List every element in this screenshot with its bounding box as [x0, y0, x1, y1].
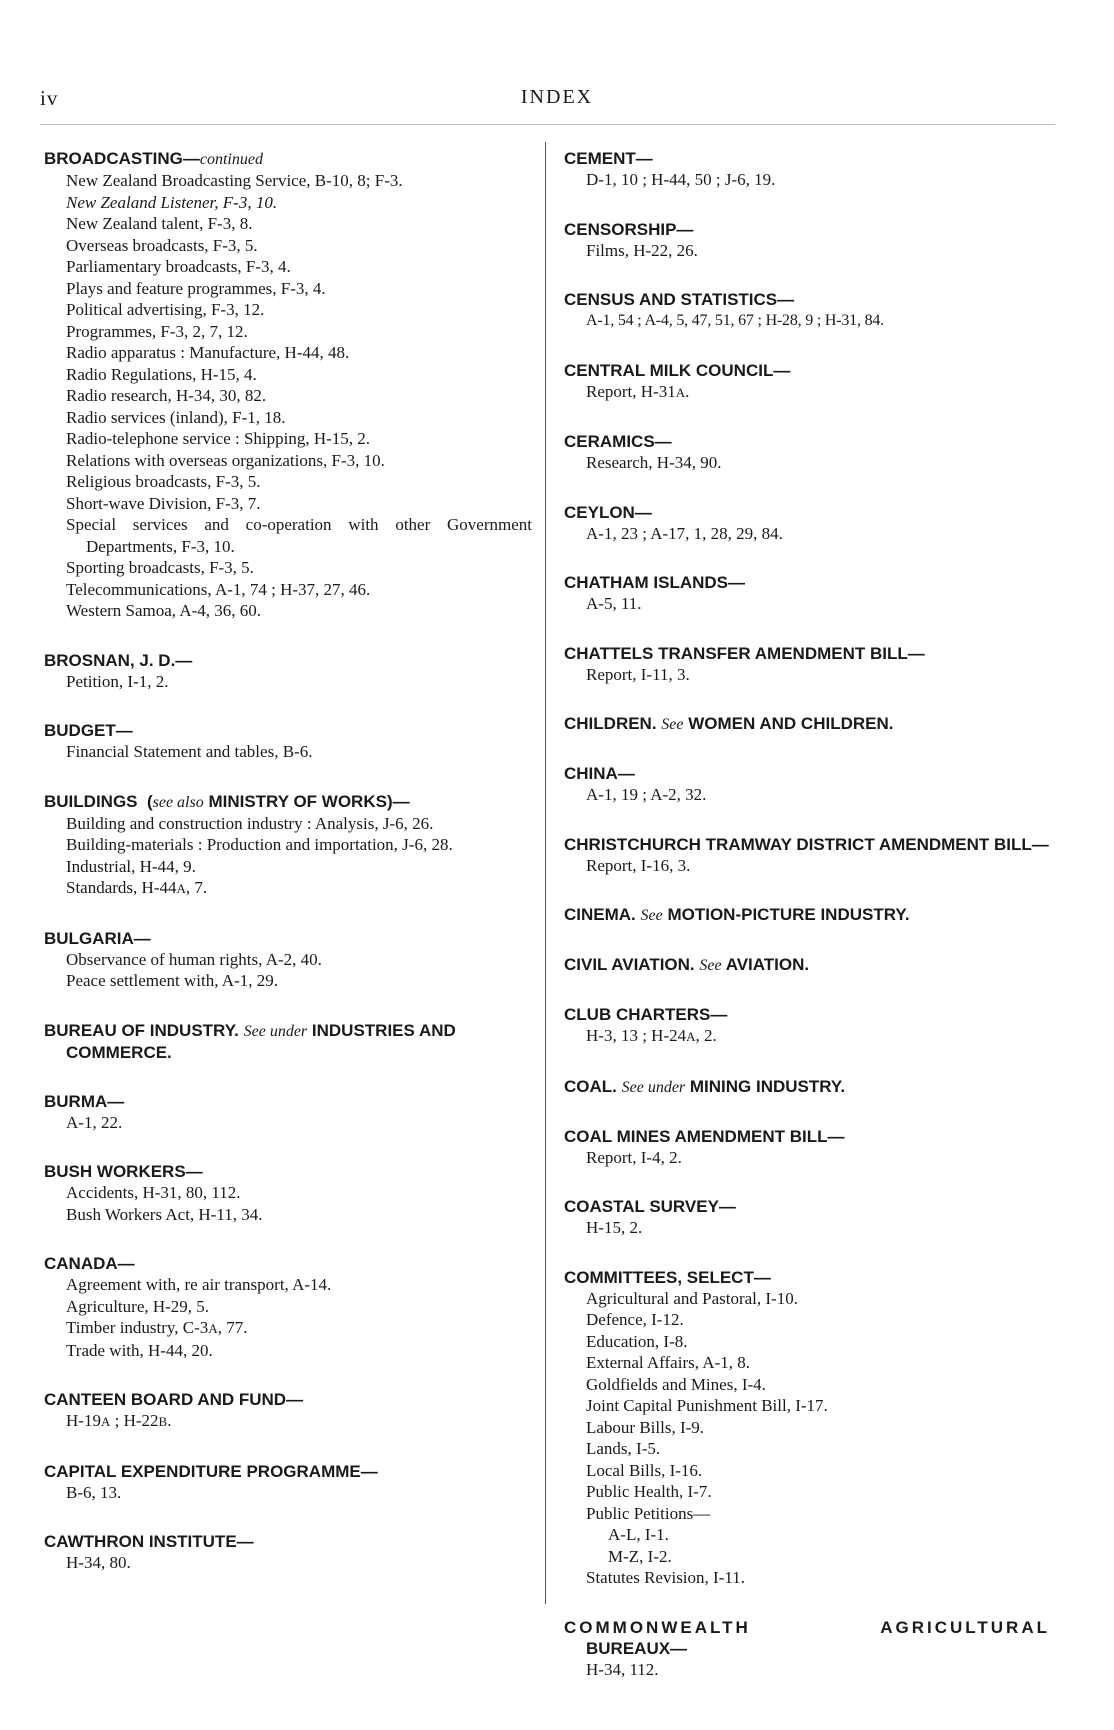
index-subentry: Local Bills, I-16.	[586, 1460, 703, 1480]
index-entry-club-charters	[564, 1004, 1050, 1048]
index-subentry: Report, I-16, 3.	[586, 855, 691, 875]
index-entry-buildings	[44, 791, 532, 900]
entry-heading-continued: BUREAUX—	[586, 1638, 688, 1658]
entry-heading: CLUB CHARTERS—	[564, 1005, 728, 1024]
entry-heading: CHRISTCHURCH TRAMWAY DISTRICT AMENDMENT BILL—	[564, 834, 1049, 854]
index-subentry: Short-wave Division, F-3, 7.	[66, 493, 261, 513]
index-subentry: B-6, 13.	[66, 1482, 122, 1502]
entry-heading: BUSH WORKERS—	[44, 1162, 203, 1181]
entry-heading: BURMA—	[44, 1091, 125, 1111]
index-subentry: Agricultural and Pastoral, I-10.	[586, 1288, 798, 1308]
index-subentry: Radio services (inland), F-1, 18.	[66, 407, 286, 427]
index-entry-canteen-board	[44, 1389, 532, 1433]
entry-heading: CHINA—	[564, 764, 635, 783]
entry-heading: CEMENT—	[564, 149, 653, 168]
entry-heading: CHATHAM ISLANDS—	[564, 573, 746, 592]
entry-heading: BROSNAN, J. D.—	[44, 650, 193, 670]
index-entry-coal-mines-amendment	[564, 1126, 1050, 1169]
index-subentry: Accidents, H-31, 80, 112.	[66, 1183, 241, 1202]
index-subentry: Radio Regulations, H-15, 4.	[66, 364, 257, 384]
index-subentry: Observance of human rights, A-2, 40.	[66, 949, 322, 969]
index-entry-ceylon	[564, 502, 1050, 545]
index-entry-brosnan	[44, 650, 532, 693]
entry-heading: BUDGET—	[44, 721, 133, 740]
entry-heading: CENTRAL MILK COUNCIL—	[564, 360, 791, 380]
index-subentry: New Zealand talent, F-3, 8.	[66, 214, 253, 233]
entry-heading: COMMONWEALTH AGRICULTURAL	[564, 1617, 1050, 1637]
index-subentry: A-1, 19 ; A-2, 32.	[586, 785, 707, 804]
index-subentry: Trade with, H-44, 20.	[66, 1340, 213, 1360]
index-subentry: Plays and feature programmes, F-3, 4.	[66, 278, 326, 298]
index-subentry: H-15, 2.	[586, 1218, 643, 1237]
index-subentry: H-34, 80.	[66, 1553, 131, 1572]
index-subentry: Radio apparatus : Manufacture, H-44, 48.	[66, 343, 350, 362]
index-subentry: Films, H-22, 26.	[586, 240, 698, 260]
index-entry-censorship	[564, 219, 1050, 262]
index-subentry: A-1, 54 ; A-4, 5, 47, 51, 67 ; H-28, 9 ; H-31, 84.	[586, 312, 884, 329]
index-subentry: Joint Capital Punishment Bill, I-17.	[586, 1396, 828, 1415]
index-subentry: Telecommunications, A-1, 74 ; H-37, 27, 46.	[66, 579, 371, 599]
index-subentry: D-1, 10 ; H-44, 50 ; J-6, 19.	[586, 170, 776, 189]
index-entry-ceramics	[564, 431, 1050, 474]
index-entry-christchurch-tramway	[564, 834, 1050, 877]
index-subentry: Agriculture, H-29, 5.	[66, 1296, 210, 1316]
index-subentry: Relations with overseas organizations, F-3, 10.	[66, 450, 385, 470]
index-entry-bureau-of-industry	[44, 1020, 532, 1063]
index-subentry: New Zealand Listener, F-3, 10.	[66, 192, 278, 212]
index-subentry: Agreement with, re air transport, A-14.	[66, 1275, 332, 1294]
index-entry-chatham-islands	[564, 572, 1050, 615]
entry-heading: CHILDREN. See WOMEN AND CHILDREN.	[564, 714, 894, 733]
index-subentry: Sporting broadcasts, F-3, 5.	[66, 558, 254, 577]
index-subentry: New Zealand Broadcasting Service, B-10, 8; F-3.	[66, 171, 403, 190]
index-subentry: H-3, 13 ; H-24A, 2.	[586, 1026, 717, 1045]
index-subentry: Bush Workers Act, H-11, 34.	[66, 1204, 263, 1224]
index-entry-capital-expenditure	[44, 1461, 532, 1504]
index-entry-canada	[44, 1253, 532, 1361]
entry-heading: CAWTHRON INSTITUTE—	[44, 1532, 254, 1551]
page-number: iv	[40, 86, 59, 110]
index-subentry: Lands, I-5.	[586, 1439, 661, 1458]
entry-heading: COMMITTEES, SELECT—	[564, 1267, 771, 1287]
entry-heading: CANTEEN BOARD AND FUND—	[44, 1390, 304, 1409]
header-rule	[40, 124, 1055, 125]
index-subentry: Public Health, I-7.	[586, 1482, 712, 1501]
index-entry-census	[564, 289, 1050, 332]
index-subentry: Statutes Revision, I-11.	[586, 1568, 745, 1587]
index-subentry: Programmes, F-3, 2, 7, 12.	[66, 321, 248, 341]
column-divider	[545, 142, 546, 1604]
entry-heading: CHATTELS TRANSFER AMENDMENT BILL—	[564, 643, 925, 663]
entry-heading: CERAMICS—	[564, 432, 672, 451]
index-subentry: H-19A ; H-22B.	[66, 1411, 172, 1430]
index-entry-civil-aviation	[564, 954, 1050, 976]
index-subentry: Labour Bills, I-9.	[586, 1417, 705, 1437]
index-subentry: Report, I-11, 3.	[586, 664, 690, 684]
index-subentry: External Affairs, A-1, 8.	[586, 1353, 750, 1372]
index-entry-cement	[564, 148, 1050, 191]
index-subentry: Standards, H-44A, 7.	[66, 878, 208, 897]
index-subentry: Report, H-31A.	[586, 381, 690, 401]
index-subentry: Political advertising, F-3, 12.	[66, 300, 265, 319]
page-title: INDEX	[520, 86, 594, 108]
index-subentry: Overseas broadcasts, F-3, 5.	[66, 235, 258, 255]
index-entry-broadcasting	[44, 148, 532, 622]
index-subsubentry: M-Z, I-2.	[608, 1546, 672, 1566]
index-subentry: Radio-telephone service : Shipping, H-15, 2.	[66, 429, 371, 448]
entry-heading: CENSUS AND STATISTICS—	[564, 290, 795, 309]
index-subentry: Radio research, H-34, 30, 82.	[66, 386, 267, 405]
entry-heading: CIVIL AVIATION. See AVIATION.	[564, 955, 810, 974]
index-subentry: Industrial, H-44, 9.	[66, 856, 196, 876]
entry-heading: COASTAL SURVEY—	[564, 1197, 736, 1216]
index-subentry: Public Petitions—	[586, 1503, 711, 1523]
right-column	[564, 148, 1050, 1708]
index-entry-budget	[44, 720, 532, 763]
index-subentry: Timber industry, C-3A, 77.	[66, 1318, 248, 1337]
index-entry-cawthron-institute	[44, 1531, 532, 1574]
entry-heading: COAL MINES AMENDMENT BILL—	[564, 1126, 845, 1146]
index-entry-burma	[44, 1091, 532, 1134]
entry-heading: BROADCASTING—continued	[44, 149, 263, 168]
entry-heading: CEYLON—	[564, 502, 652, 522]
index-subentry: Peace settlement with, A-1, 29.	[66, 971, 278, 990]
index-subentry: Goldfields and Mines, I-4.	[586, 1374, 766, 1394]
entry-heading: CINEMA. See MOTION-PICTURE INDUSTRY.	[564, 905, 910, 924]
entry-heading: BULGARIA—	[44, 928, 151, 948]
index-subentry: Western Samoa, A-4, 36, 60.	[66, 601, 262, 620]
entry-heading: COAL. See under MINING INDUSTRY.	[564, 1076, 846, 1096]
index-subentry: H-34, 112.	[586, 1659, 659, 1679]
index-entry-coastal-survey	[564, 1196, 1050, 1239]
index-entry-bulgaria	[44, 928, 532, 992]
index-subentry: A-1, 23 ; A-17, 1, 28, 29, 84.	[586, 523, 783, 543]
index-entry-china	[564, 763, 1050, 806]
index-subentry: Education, I-8.	[586, 1331, 688, 1351]
index-entry-chattels-transfer	[564, 643, 1050, 686]
index-entry-bush-workers	[44, 1161, 532, 1225]
entry-heading: BUREAU OF INDUSTRY. See under INDUSTRIES AND COMMERCE.	[44, 1020, 456, 1062]
index-subentry: Petition, I-1, 2.	[66, 671, 169, 691]
index-subentry: Building-materials : Production and importation, J-6, 28.	[66, 835, 453, 854]
entry-heading: CAPITAL EXPENDITURE PROGRAMME—	[44, 1461, 378, 1481]
index-subentry: Defence, I-12.	[586, 1310, 684, 1329]
index-subentry: Religious broadcasts, F-3, 5.	[66, 472, 261, 491]
index-entry-cinema	[564, 904, 1050, 926]
entry-heading: CENSORSHIP—	[564, 219, 694, 239]
index-entry-central-milk-council	[564, 360, 1050, 404]
index-subentry: A-1, 22.	[66, 1112, 123, 1132]
index-subentry: Parliamentary broadcasts, F-3, 4.	[66, 257, 291, 276]
index-subentry: Special services and co-operation with other Government Departments, F-3, 10.	[66, 515, 532, 556]
entry-heading: BUILDINGS (see also MINISTRY OF WORKS)—	[44, 791, 410, 811]
index-subentry: Financial Statement and tables, B-6.	[66, 742, 313, 761]
entry-heading: CANADA—	[44, 1254, 135, 1273]
index-entry-coal	[564, 1076, 1050, 1098]
index-subentry: Building and construction industry : Analysis, J-6, 26.	[66, 813, 434, 833]
left-column	[44, 148, 532, 1602]
index-subentry: Research, H-34, 90.	[586, 453, 722, 472]
index-entry-committees-select	[564, 1267, 1050, 1589]
index-entry-commonwealth-agricultural	[564, 1617, 1050, 1681]
index-subentry: Report, I-4, 2.	[586, 1147, 682, 1167]
index-subentry: A-5, 11.	[586, 594, 642, 613]
index-subsubentry: A-L, I-1.	[608, 1525, 669, 1544]
index-entry-children	[564, 713, 1050, 735]
